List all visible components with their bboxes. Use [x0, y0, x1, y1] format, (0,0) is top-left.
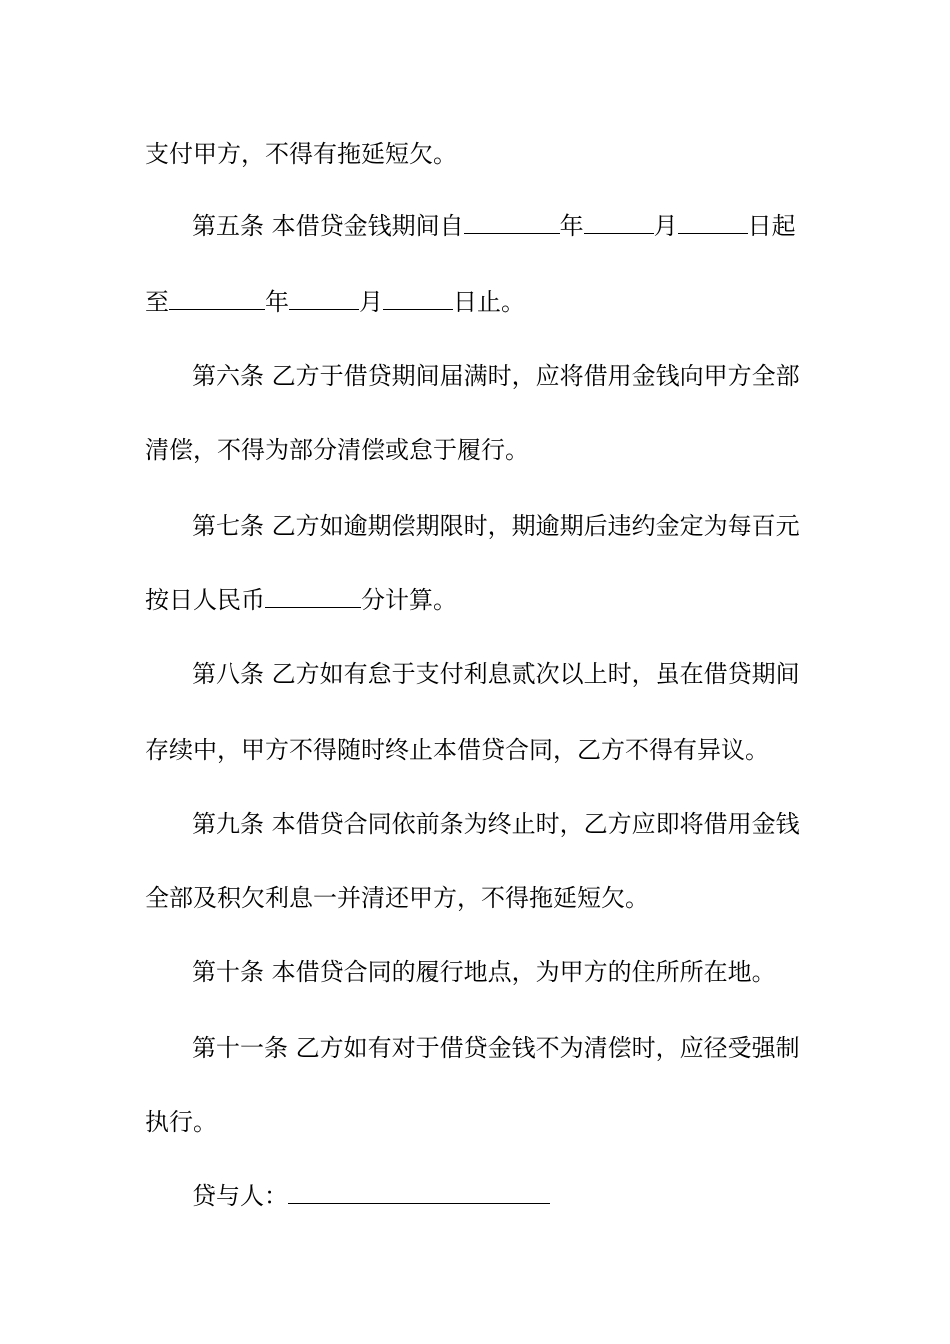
text: 第十条 本借贷合同的履行地点，为甲方的住所所在地。 [192, 958, 776, 986]
article-10-line-1 [192, 956, 872, 988]
article-9-line-1 [192, 808, 872, 840]
text: 月 [653, 212, 678, 240]
text: 清偿，不得为部分清偿或怠于履行。 [145, 436, 529, 464]
text: 日止。 [453, 288, 525, 316]
article-6-line-2 [145, 434, 825, 466]
text: 年 [559, 212, 584, 240]
article-8-line-1 [192, 658, 872, 690]
article-5-line-2 [145, 286, 825, 318]
article-5-line-1 [192, 210, 872, 242]
text: 按日人民币 [145, 586, 265, 614]
lender-label: 贷与人： [192, 1182, 288, 1210]
text: 第六条 乙方于借贷期间届满时，应将借用金钱向甲方全部 [192, 362, 800, 390]
text: 第十一条 乙方如有对于借贷金钱不为清偿时，应径受强制 [192, 1034, 800, 1062]
text: 月 [359, 288, 383, 316]
text: 第八条 乙方如有怠于支付利息贰次以上时，虽在借贷期间 [192, 660, 800, 688]
article-7-line-1 [192, 510, 872, 542]
text: 年 [265, 288, 289, 316]
blank-month[interactable] [584, 211, 654, 234]
text: 第五条 本借贷金钱期间自 [192, 212, 464, 240]
article-9-line-2 [145, 882, 825, 914]
text: 分计算。 [361, 586, 457, 614]
article-7-line-2 [145, 584, 825, 616]
text: 存续中，甲方不得随时终止本借贷合同，乙方不得有异议。 [145, 736, 769, 764]
article-6-line-1 [192, 360, 872, 392]
text: 支付甲方，不得有拖延短欠。 [145, 140, 457, 168]
blank-amount[interactable] [265, 585, 361, 608]
article-11-line-2 [145, 1106, 825, 1138]
text: 日起 [747, 212, 796, 240]
blank-day[interactable] [678, 211, 748, 234]
lender-signature-line [192, 1180, 872, 1212]
text: 第七条 乙方如逾期偿期限时，期逾期后违约金定为每百元 [192, 512, 800, 540]
text: 至 [145, 288, 169, 316]
blank-month[interactable] [289, 287, 359, 310]
blank-year[interactable] [169, 287, 265, 310]
article-8-line-2 [145, 734, 825, 766]
paragraph-line [145, 138, 825, 170]
lender-signature-field[interactable] [288, 1181, 550, 1204]
blank-year[interactable] [464, 211, 560, 234]
article-11-line-1 [192, 1032, 872, 1064]
text: 执行。 [145, 1108, 217, 1136]
text: 第九条 本借贷合同依前条为终止时，乙方应即将借用金钱 [192, 810, 800, 838]
blank-day[interactable] [383, 287, 453, 310]
text: 全部及积欠利息一并清还甲方，不得拖延短欠。 [145, 884, 649, 912]
